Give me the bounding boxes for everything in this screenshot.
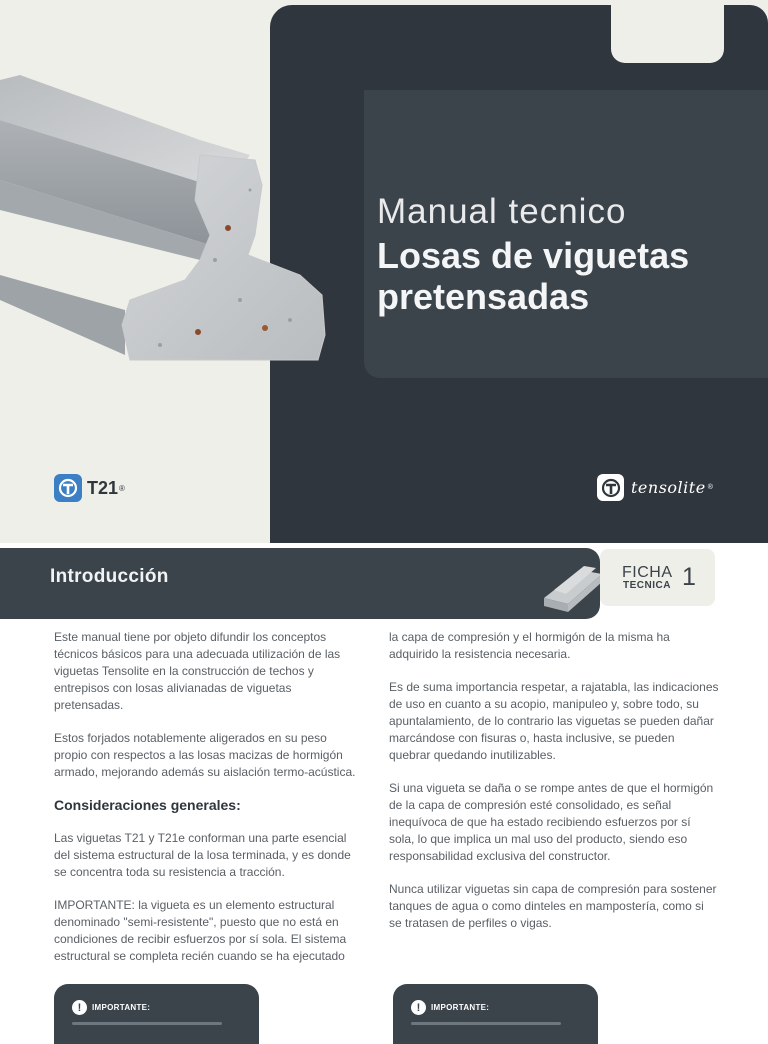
paragraph: Si una vigueta se daña o se rompe antes de que el hormigón de la capa de compresión esté consolidado, es señal inequívoca de que ha estado recibiendo esfuerzos por sí sola, lo que implica un mal uso del producto, siendo eso responsabilidad exclusiva del constructor.	[389, 781, 714, 863]
tensolite-logo	[597, 474, 713, 501]
paragraph: IMPORTANTE: la vigueta es un elemento estructural denominado "semi-resistente", puesto que no está en condiciones de recibir esfuerzos por sí sola. El sistema estructural se completa recién cuando se ha ejecutado	[54, 898, 347, 963]
concrete-beam-image	[0, 60, 330, 380]
left-column	[54, 629, 359, 981]
ficha-tecnica-badge	[600, 549, 715, 606]
paragraph: Las viguetas T21 y T21e conforman una parte esencial del sistema estructural de la losa terminada, y es donde se concentra toda su resistencia a tracción.	[54, 831, 351, 879]
ficha-word: FICHA	[622, 564, 673, 581]
t21-logo-text: T21	[87, 477, 119, 498]
paragraph: Estos forjados notablemente aligerados en su peso propio con respectos a las losas macizas de hormigón armado, mejorando además su aislación termo-acústica.	[54, 731, 356, 779]
section-title: Introducción	[50, 566, 169, 587]
tensolite-logo-icon	[597, 474, 624, 501]
title-box	[364, 90, 768, 378]
note-header	[72, 1000, 150, 1015]
paragraph: Es de suma importancia respetar, a rajatabla, las indicaciones de uso en cuanto a su acopio, manipuleo y, sobre todo, su apuntalamiento, de lo contrario las viguetas se pueden dañar marcándose con fisuras o, hasta inclusive, se pueden quebrar quedando inutilizables.	[389, 680, 719, 762]
paragraph: Nunca utilizar viguetas sin capa de compresión para sostener tanques de agua o como dinteles en mampostería, como si se tratasen de perfiles o vigas.	[389, 882, 717, 930]
important-note-right	[393, 984, 598, 1044]
right-column	[389, 629, 719, 948]
t21-registered-mark: ®	[119, 483, 125, 493]
ficha-sub: TECNICA	[623, 580, 671, 591]
tensolite-logo-text: tensolite	[631, 478, 706, 497]
panel-notch	[611, 0, 724, 63]
tensolite-registered-mark: ®	[707, 484, 713, 491]
document-title: Losas de viguetas pretensadas	[377, 235, 690, 317]
t21-logo-icon	[54, 474, 82, 502]
alert-icon: !	[72, 1000, 87, 1015]
important-note-left	[54, 984, 259, 1044]
t21-logo	[54, 474, 125, 502]
section-header	[0, 548, 600, 619]
note-label: IMPORTANTE:	[431, 1003, 490, 1012]
subheading: Consideraciones generales:	[54, 797, 241, 813]
paragraph: Este manual tiene por objeto difundir los conceptos técnicos básicos para una adecuada utilización de las viguetas Tensolite en la construcción de techos y entrepisos con losas alivianadas de viguetas pretensadas.	[54, 630, 341, 712]
alert-icon: !	[411, 1000, 426, 1015]
ficha-number: 1	[682, 563, 696, 591]
note-header	[411, 1000, 489, 1015]
note-label: IMPORTANTE:	[92, 1003, 151, 1012]
paragraph: la capa de compresión y el hormigón de la misma ha adquirido la resistencia necesaria.	[389, 630, 670, 661]
manual-title: Manual tecnico	[377, 192, 627, 231]
